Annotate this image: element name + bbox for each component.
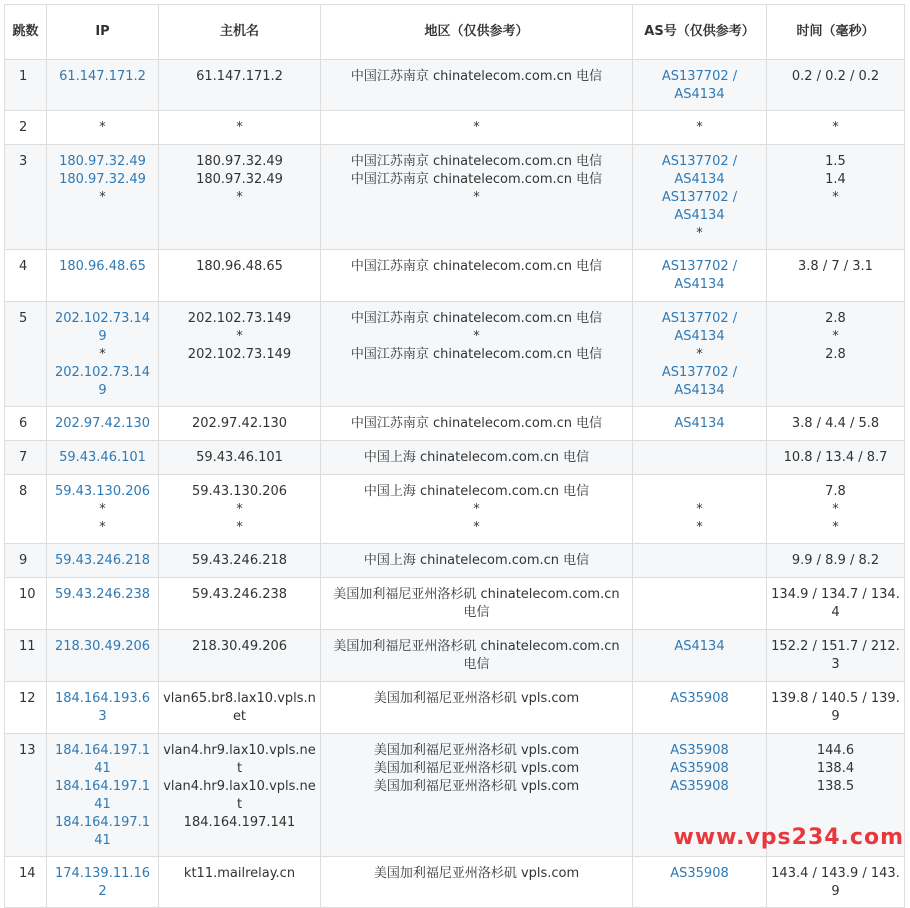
ip-link[interactable]: 59.43.130.206 [54,484,151,499]
ip-link[interactable]: 202.102.73.149 [54,311,151,344]
ip-link[interactable]: 202.102.73.149 [54,365,151,398]
hostname-cell [159,441,321,475]
as-link[interactable]: AS35908 [670,743,729,758]
as-link[interactable]: AS4134 [674,416,725,431]
region-text: 中国江苏南京 chinatelecom.com.cn 电信 [350,154,603,169]
header-time: 时间（毫秒） [767,5,905,60]
region-text: * [473,520,480,535]
table-row [5,630,905,682]
hostname-text: 202.102.73.149 [187,311,292,326]
hostname-text: kt11.mailrelay.cn [183,866,296,881]
as-cell [633,250,767,302]
hostname-text: * [236,120,243,135]
region-text: * [473,120,480,135]
time-text: 2.8 [825,311,846,326]
ip-cell [47,145,159,250]
hostname-text: 180.96.48.65 [196,259,283,274]
hostname-cell [159,544,321,578]
time-cell [767,682,905,734]
as-link[interactable]: AS137702 / [661,69,738,84]
hostname-cell [159,250,321,302]
time-cell [767,475,905,544]
as-cell [633,630,767,682]
as-cell [633,302,767,407]
region-text: * [473,502,480,517]
time-cell [767,857,905,908]
hop-cell: 10 [5,578,47,630]
hop-cell: 9 [5,544,47,578]
table-row [5,544,905,578]
header-ip: IP [47,5,159,60]
table-row [5,578,905,630]
time-text: * [832,520,839,535]
time-text: 144.6 [816,743,855,758]
as-link[interactable]: AS137702 / [661,311,738,326]
region-cell [321,857,633,908]
table-body [5,60,905,908]
hostname-cell [159,60,321,111]
hop-cell: 11 [5,630,47,682]
ip-cell [47,441,159,475]
time-text: 143.4 / 143.9 / 143.9 [771,866,900,899]
hostname-text: 202.102.73.149 [187,347,292,362]
hostname-text: * [236,520,243,535]
region-text: 美国加利福尼亚州洛杉矶 vpls.com [373,761,580,776]
ip-cell [47,111,159,145]
time-text: 3.8 / 7 / 3.1 [798,259,873,274]
region-cell [321,441,633,475]
as-empty: * [696,502,703,517]
hostname-text: vlan4.hr9.lax10.vpls.net [163,779,316,812]
as-link[interactable]: AS4134 [674,277,725,292]
region-cell [321,734,633,857]
table-row [5,857,905,908]
ip-cell [47,630,159,682]
as-cell [633,145,767,250]
hop-cell: 3 [5,145,47,250]
as-link[interactable]: AS35908 [670,779,729,794]
time-text: * [832,120,839,135]
as-empty: * [696,347,703,362]
as-cell [633,475,767,544]
as-cell [633,60,767,111]
region-text: 中国江苏南京 chinatelecom.com.cn 电信 [350,311,603,326]
ip-cell [47,302,159,407]
time-text: 138.5 [816,779,855,794]
region-text: 美国加利福尼亚州洛杉矶 vpls.com [373,866,580,881]
as-cell [633,544,767,578]
region-cell [321,475,633,544]
time-text: 0.2 / 0.2 / 0.2 [791,69,880,84]
region-text: 美国加利福尼亚州洛杉矶 vpls.com [373,691,580,706]
as-link[interactable]: AS4134 [674,329,725,344]
hostname-cell [159,145,321,250]
hop-cell: 13 [5,734,47,857]
traceroute-table [4,4,905,908]
hostname-text: vlan65.br8.lax10.vpls.net [163,691,316,724]
region-cell [321,544,633,578]
as-link[interactable]: AS4134 [674,383,725,398]
hostname-text: 180.97.32.49 [196,154,283,169]
hop-cell: 2 [5,111,47,145]
ip-link[interactable]: 218.30.49.206 [54,639,151,654]
time-cell [767,544,905,578]
hostname-cell [159,734,321,857]
as-link[interactable]: AS35908 [670,761,729,776]
table-row [5,441,905,475]
as-link[interactable]: AS4134 [674,208,725,223]
as-link[interactable]: AS4134 [674,172,725,187]
time-cell [767,60,905,111]
ip-cell [47,734,159,857]
watermark: www.vps234.com [673,825,904,850]
hostname-cell [159,302,321,407]
region-text: 中国江苏南京 chinatelecom.com.cn 电信 [350,69,603,84]
as-cell [633,407,767,441]
hostname-text: 184.164.197.141 [183,815,296,830]
region-cell [321,407,633,441]
ip-empty: * [99,502,106,517]
hostname-text: 202.97.42.130 [191,416,288,431]
time-text: 139.8 / 140.5 / 139.9 [771,691,900,724]
ip-cell [47,407,159,441]
table-row [5,407,905,441]
table-row [5,302,905,407]
time-cell [767,250,905,302]
time-cell [767,111,905,145]
ip-link[interactable]: 184.164.193.63 [54,691,151,724]
ip-cell [47,250,159,302]
region-text: * [473,190,480,205]
time-cell [767,578,905,630]
ip-empty: * [99,120,106,135]
table-row [5,682,905,734]
ip-link[interactable]: 180.97.32.49 [59,154,146,169]
ip-empty: * [99,190,106,205]
as-cell [633,111,767,145]
as-cell [633,441,767,475]
as-link[interactable]: AS137702 / [661,259,738,274]
as-empty: * [696,226,703,241]
as-link[interactable]: AS137702 / [661,190,738,205]
ip-empty: * [99,347,106,362]
region-text: 中国上海 chinatelecom.com.cn 电信 [363,484,590,499]
ip-link[interactable]: 59.43.246.218 [54,553,151,568]
region-cell [321,60,633,111]
hop-cell: 1 [5,60,47,111]
region-text: 中国江苏南京 chinatelecom.com.cn 电信 [350,416,603,431]
as-cell [633,857,767,908]
ip-cell [47,544,159,578]
hostname-cell [159,630,321,682]
ip-link[interactable]: 184.164.197.141 [54,743,151,776]
hostname-text: 61.147.171.2 [196,69,283,84]
table-row [5,475,905,544]
header-host: 主机名 [159,5,321,60]
time-text: * [832,329,839,344]
time-text: 7.8 [825,484,846,499]
ip-cell [47,857,159,908]
region-text: 美国加利福尼亚州洛杉矶 vpls.com [373,779,580,794]
time-text: * [832,190,839,205]
region-text: 中国江苏南京 chinatelecom.com.cn 电信 [350,172,603,187]
hop-cell: 4 [5,250,47,302]
hostname-cell [159,111,321,145]
time-text: 3.8 / 4.4 / 5.8 [791,416,880,431]
table-row [5,60,905,111]
hostname-cell [159,578,321,630]
hop-cell: 6 [5,407,47,441]
region-cell [321,111,633,145]
ip-link[interactable]: 61.147.171.2 [59,69,146,84]
region-cell [321,302,633,407]
hop-cell: 12 [5,682,47,734]
as-link[interactable]: AS137702 / [661,365,738,380]
as-empty: * [696,520,703,535]
ip-link[interactable]: 180.97.32.49 [59,172,146,187]
time-text: 9.9 / 8.9 / 8.2 [791,553,880,568]
header-region: 地区（仅供参考） [321,5,633,60]
hostname-text: * [236,190,243,205]
region-cell [321,145,633,250]
hop-cell: 14 [5,857,47,908]
hostname-text: 59.43.130.206 [191,484,288,499]
as-link[interactable]: AS35908 [670,691,729,706]
ip-link[interactable]: 180.96.48.65 [59,259,146,274]
hostname-cell [159,857,321,908]
hostname-text: 180.97.32.49 [196,172,283,187]
region-cell [321,250,633,302]
as-cell [633,578,767,630]
region-text: 美国加利福尼亚州洛杉矶 vpls.com [373,743,580,758]
ip-empty: * [99,520,106,535]
hop-cell: 7 [5,441,47,475]
time-text: 10.8 / 13.4 / 8.7 [783,450,888,465]
hostname-cell [159,475,321,544]
table-header-row [5,5,905,60]
ip-cell [47,682,159,734]
hop-cell: 5 [5,302,47,407]
hop-cell: 8 [5,475,47,544]
region-text: 中国江苏南京 chinatelecom.com.cn 电信 [350,259,603,274]
hostname-cell [159,682,321,734]
time-text: 134.9 / 134.7 / 134.4 [771,587,900,620]
region-text: 中国江苏南京 chinatelecom.com.cn 电信 [350,347,603,362]
hostname-text: 59.43.246.218 [191,553,288,568]
time-text: 2.8 [825,347,846,362]
time-text: 1.4 [825,172,846,187]
hostname-text: vlan4.hr9.lax10.vpls.net [163,743,316,776]
ip-link[interactable]: 184.164.197.141 [54,815,151,848]
as-link[interactable]: AS4134 [674,87,725,102]
ip-cell [47,475,159,544]
header-as: AS号（仅供参考） [633,5,767,60]
time-cell [767,407,905,441]
table-row [5,145,905,250]
region-cell [321,630,633,682]
hostname-text: * [236,329,243,344]
as-link[interactable]: AS4134 [674,639,725,654]
time-text: 138.4 [816,761,855,776]
table-row [5,111,905,145]
time-cell [767,145,905,250]
as-spacer [637,483,762,501]
header-hop: 跳数 [5,5,47,60]
region-text: 美国加利福尼亚州洛杉矶 chinatelecom.com.cn 电信 [333,639,620,672]
region-cell [321,682,633,734]
as-link[interactable]: AS137702 / [661,154,738,169]
table-row [5,250,905,302]
ip-link[interactable]: 184.164.197.141 [54,779,151,812]
as-empty: * [696,120,703,135]
region-text: 中国上海 chinatelecom.com.cn 电信 [363,553,590,568]
as-link[interactable]: AS35908 [670,866,729,881]
time-cell [767,630,905,682]
as-cell [633,682,767,734]
time-text: 152.2 / 151.7 / 212.3 [771,639,900,672]
region-text: * [473,329,480,344]
region-text: 中国上海 chinatelecom.com.cn 电信 [363,450,590,465]
region-cell [321,578,633,630]
time-cell [767,302,905,407]
hostname-text: 59.43.46.101 [196,450,283,465]
ip-cell [47,578,159,630]
time-cell [767,441,905,475]
time-text: * [832,502,839,517]
ip-link[interactable]: 59.43.46.101 [59,450,146,465]
ip-cell [47,60,159,111]
hostname-text: * [236,502,243,517]
ip-link[interactable]: 174.139.11.162 [54,866,151,899]
region-text: 美国加利福尼亚州洛杉矶 chinatelecom.com.cn 电信 [333,587,620,620]
ip-link[interactable]: 59.43.246.238 [54,587,151,602]
hostname-cell [159,407,321,441]
time-text: 1.5 [825,154,846,169]
ip-link[interactable]: 202.97.42.130 [54,416,151,431]
hostname-text: 59.43.246.238 [191,587,288,602]
hostname-text: 218.30.49.206 [191,639,288,654]
